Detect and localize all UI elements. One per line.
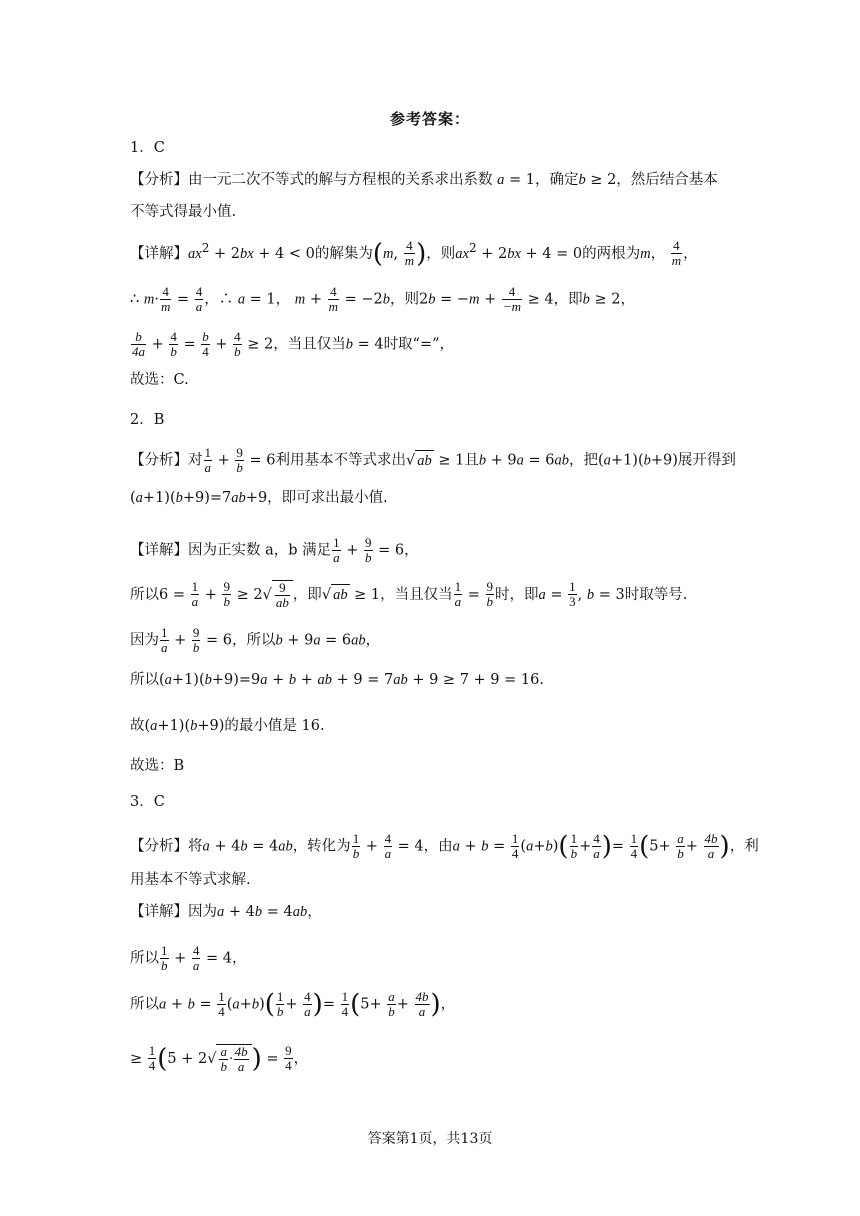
q1-detail-line2: ∴ m· $\frac{4}{m}$ = $\frac{4}{a}$ ，∴ a = 1， m + $\frac{4}{m}$ = −2b，则2b = −m + $\frac{4}{-m}$ ≥ 4，即b ≥ 2， bbox=[130, 284, 635, 314]
detail-label: 【详解】 bbox=[130, 245, 188, 262]
page-title: 参考答案： bbox=[389, 110, 470, 128]
analysis-label: 【分析】 bbox=[130, 172, 188, 188]
q2-detail-line3: 因为 $\frac{1}{a}$ + $\frac{9}{b}$ = 6，所以b + 9a = 6ab， bbox=[130, 625, 381, 655]
q3-analysis-cont: 用基本不等式求解. bbox=[130, 872, 251, 888]
q1-detail-line1: 【详解】$ax^2 + 2bx + 4 < 0$的解集为(m, $\frac{4}{m}$ )，则$ax^2 + 2bx + 4 = 0$的两根为m， $\frac{4}{m}$ ， bbox=[130, 238, 698, 269]
q1-number: 1．C bbox=[130, 140, 165, 156]
q2-detail-line5: 故(a+1)(b+9)的最小值是 16. bbox=[130, 718, 325, 734]
q1-analysis-cont: 不等式得最小值. bbox=[130, 204, 237, 220]
q2-choice: 故选：B bbox=[130, 758, 185, 774]
q1-analysis: 【分析】由一元二次不等式的解与方程根的关系求出系数 a = 1，确定b ≥ 2，然后结合基本 bbox=[130, 172, 718, 188]
q3-number: 3．C bbox=[130, 794, 165, 810]
q3-detail-line4: ≥ $\frac{1}{4}$ (5 + 2√ $\frac{a}{b}$ · $\frac{4b}{a}$ ) = $\frac{9}{4}$ ， bbox=[130, 1043, 309, 1074]
page-footer: 答案第1页，共13页 bbox=[367, 1131, 493, 1147]
q3-analysis: 【分析】将a + 4b = 4ab，转化为 $\frac{1}{b}$ + $\frac{4}{a}$ = 4，由a + b = $\frac{1}{4}$ (a+b)( $\frac{1}{b}$ + $\frac{4}{a}$ )= $\frac{1}{4}$ (5+ $\frac{a}{b}$ + $\frac{4b}{a}$ )，利 bbox=[130, 831, 759, 862]
q2-number: 2．B bbox=[130, 412, 165, 428]
q1-detail-line3: $\frac{b}{4a}$ + $\frac{4}{b}$ = $\frac{b}{4}$ + $\frac{4}{b}$ ≥ 2，当且仅当b = 4时取“=”， bbox=[132, 329, 455, 359]
q2-detail-line4: 所以(a+1)(b+9)=9a + b + ab + 9 = 7ab + 9 ≥ 7 + 9 = 16. bbox=[130, 672, 544, 688]
q3-detail-line3: 所以a + b = $\frac{1}{4}$ (a+b)( $\frac{1}{b}$ + $\frac{4}{a}$ )= $\frac{1}{4}$ (5+ $\frac{a}{b}$ + $\frac{4b}{a}$ )， bbox=[130, 989, 456, 1020]
q3-detail-line1: 【详解】因为a + 4b = 4ab， bbox=[130, 904, 322, 920]
q2-analysis-cont: (a+1)(b+9)=7ab+9，即可求出最小值. bbox=[130, 490, 388, 506]
q2-detail-line2: 所以6 = $\frac{1}{a}$ + $\frac{9}{b}$ ≥ 2√ $\frac{9}{ab}$ ，即√ ab ≥ 1，当且仅当 $\frac{1}{a}$ = $\frac{9}{b}$ 时，即a = $\frac{1}{3}$ , b = 3时取等号. bbox=[130, 579, 688, 610]
q2-detail-line1: 【详解】因为正实数 a，b 满足 $\frac{1}{a}$ + $\frac{9}{b}$ = 6， bbox=[130, 535, 419, 565]
q1-choice: 故选：C. bbox=[130, 372, 189, 388]
q2-analysis: 【分析】对 $\frac{1}{a}$ + $\frac{9}{b}$ = 6利用基本不等式求出√ ab ≥ 1且b + 9a = 6ab，把(a+1)(b+9)展开得到 bbox=[130, 445, 736, 475]
q3-detail-line2: 所以 $\frac{1}{b}$ + $\frac{4}{a}$ = 4， bbox=[130, 943, 247, 973]
